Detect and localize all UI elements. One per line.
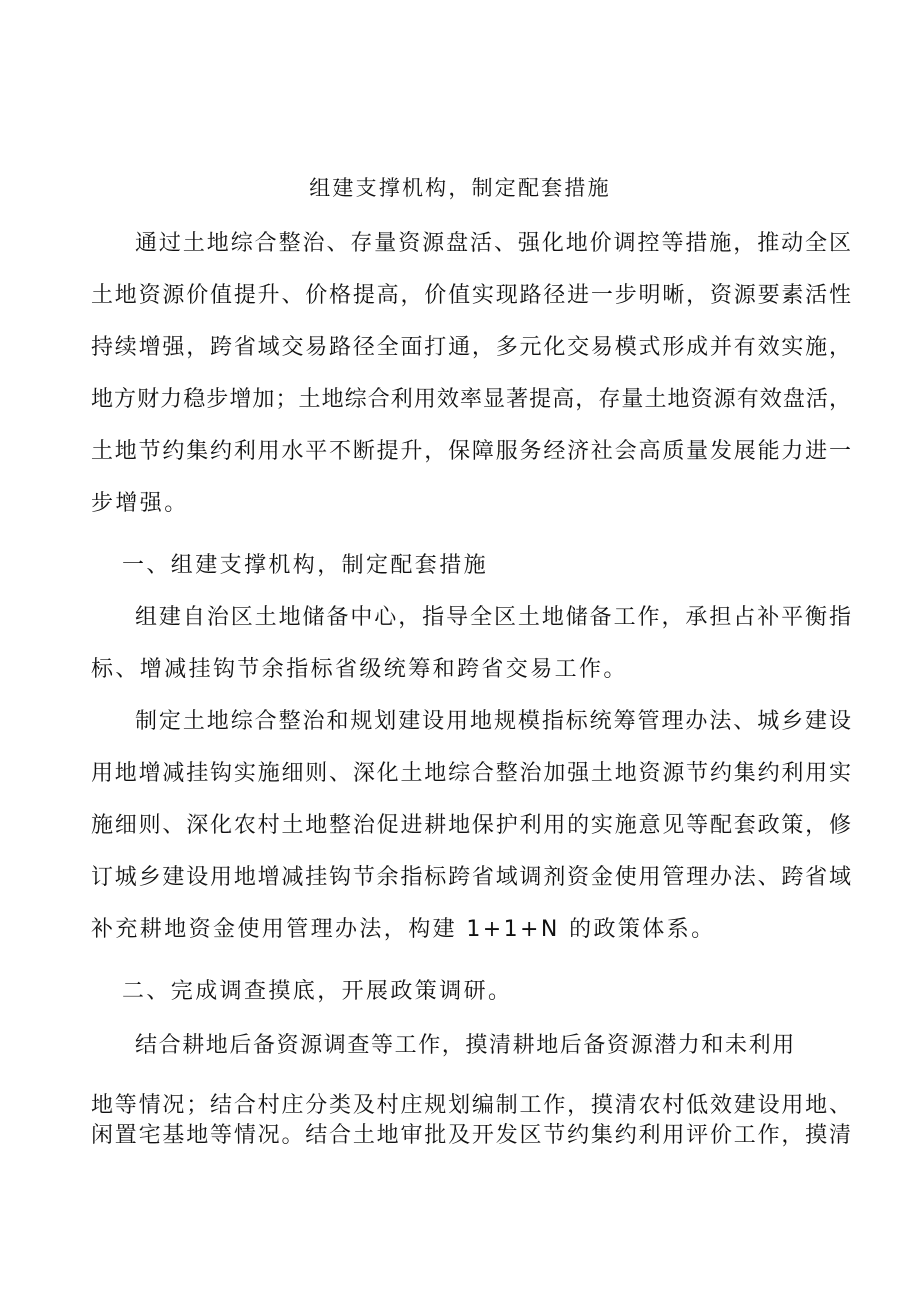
section2-para1-line: 闲置宅基地等情况。结合土地审批及开发区节约集约利用评价工作，摸清 bbox=[91, 1123, 851, 1148]
section1-para2-line: 用地增减挂钩实施细则、深化土地综合整治加强土地资源节约集约利用实 bbox=[91, 761, 851, 786]
intro-line: 通过土地综合整治、存量资源盘活、强化地价调控等措施，推动全区 bbox=[135, 231, 851, 256]
section1-heading: 一、组建支撑机构，制定配套措施 bbox=[122, 553, 489, 578]
intro-line: 持续增强，跨省域交易路径全面打通，多元化交易模式形成并有效实施， bbox=[91, 335, 851, 360]
intro-line: 土地资源价值提升、价格提高，价值实现路径进一步明晰，资源要素活性 bbox=[91, 283, 851, 308]
section2-para1-line: 结合耕地后备资源调查等工作，摸清耕地后备资源潜力和未利用 bbox=[135, 1033, 796, 1058]
section2-para1-line: 地等情况；结合村庄分类及村庄规划编制工作，摸清农村低效建设用地、 bbox=[91, 1093, 851, 1118]
section1-para2-line: 订城乡建设用地增减挂钩节余指标跨省域调剂资金使用管理办法、跨省域 bbox=[91, 865, 851, 890]
section1-para2-line: 制定土地综合整治和规划建设用地规模指标统筹管理办法、城乡建设 bbox=[135, 709, 851, 734]
intro-line: 步增强。 bbox=[91, 491, 189, 516]
section2-heading: 二、完成调查摸底，开展政策调研。 bbox=[122, 979, 513, 1004]
section1-para2-line: 补充耕地资金使用管理办法，构建 1+1+N 的政策体系。 bbox=[91, 917, 716, 942]
section1-para1-line: 组建自治区土地储备中心，指导全区土地储备工作，承担占补平衡指 bbox=[135, 605, 851, 630]
document-title: 组建支撑机构，制定配套措施 bbox=[309, 176, 611, 200]
section1-para1-line: 标、增减挂钩节余指标省级统筹和跨省交易工作。 bbox=[91, 657, 628, 682]
intro-line: 地方财力稳步增加；土地综合利用效率显著提高，存量土地资源有效盘活， bbox=[91, 387, 851, 412]
intro-line: 土地节约集约利用水平不断提升，保障服务经济社会高质量发展能力进一 bbox=[91, 439, 851, 464]
section1-para2-line: 施细则、深化农村土地整治促进耕地保护利用的实施意见等配套政策，修 bbox=[91, 813, 851, 838]
